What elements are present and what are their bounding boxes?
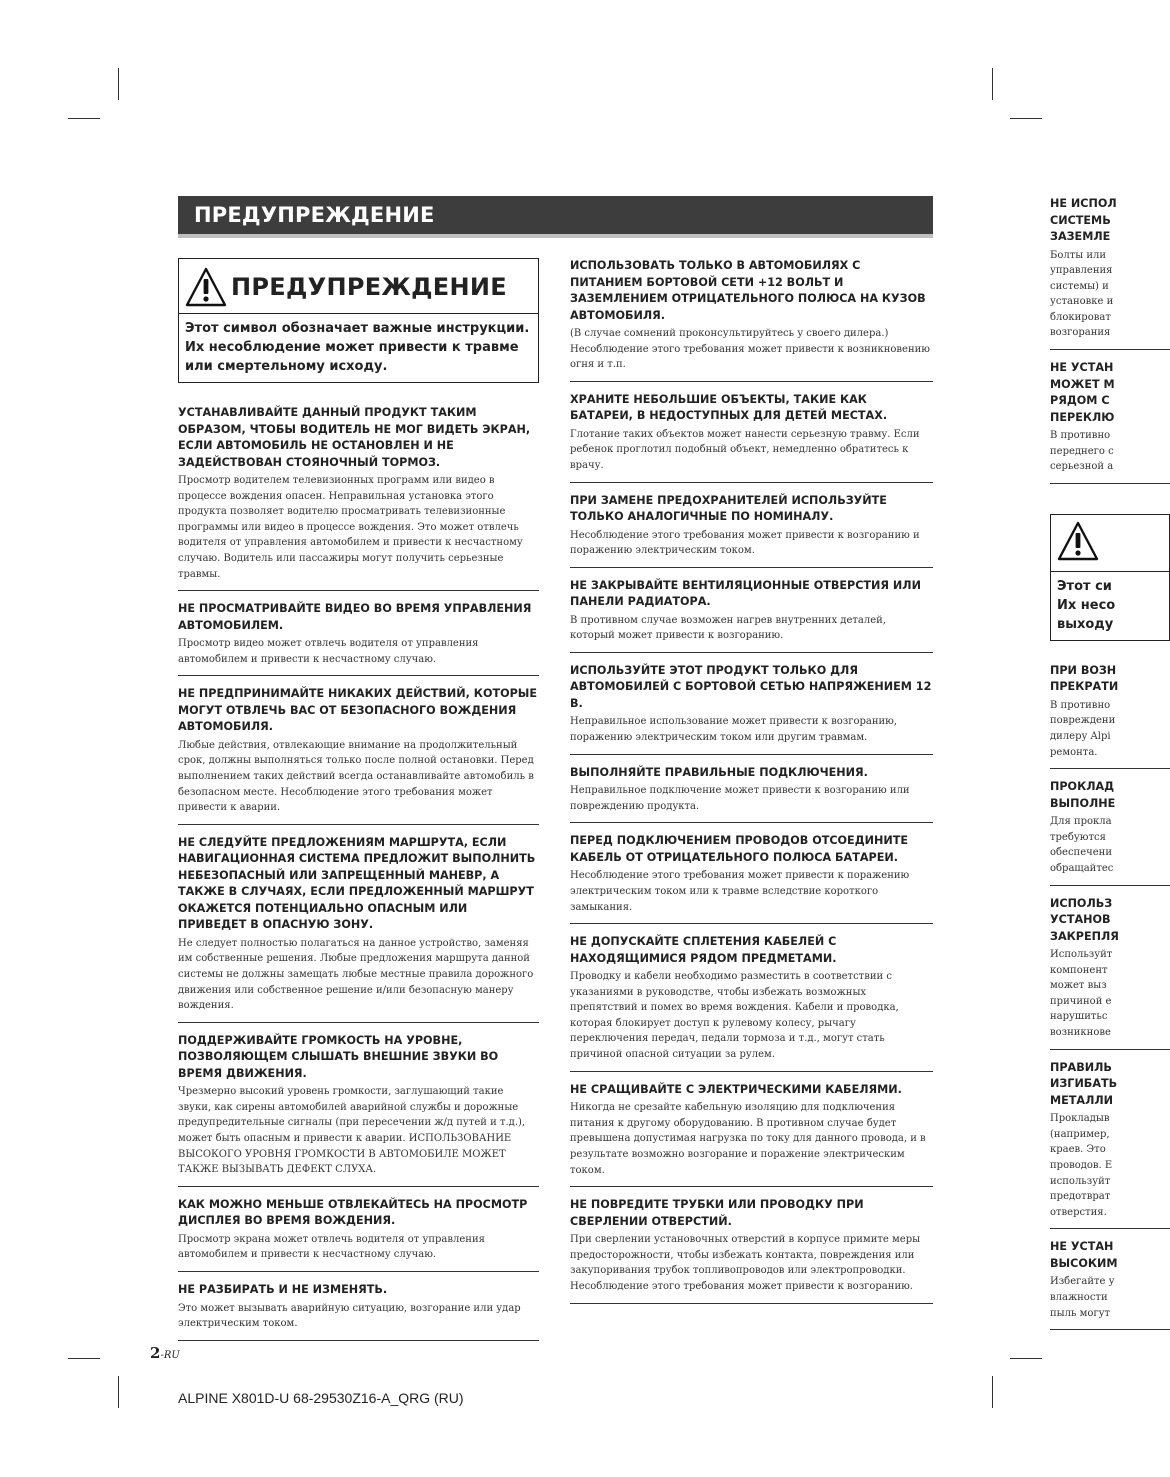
fragment-body: управления — [1050, 265, 1113, 277]
warning-item — [570, 258, 933, 382]
fragment-heading: МОЖЕТ М — [1050, 377, 1115, 391]
fragment-heading: СИСТЕМЬ — [1050, 213, 1111, 227]
warning-item-heading: НЕ ЗАКРЫВАЙТЕ ВЕНТИЛЯЦИОННЫЕ ОТВЕРСТИЯ ИЛИ ПАНЕЛИ РАДИАТОРА. — [570, 578, 921, 609]
crop-mark — [118, 1376, 119, 1408]
fragment-body: ремонта. — [1050, 746, 1098, 758]
warning-item-heading: ПЕРЕД ПОДКЛЮЧЕНИЕМ ПРОВОДОВ ОТСОЕДИНИТЕ КАБЕЛЬ ОТ ОТРИЦАТЕЛЬНОГО ПОЛЮСА БАТАРЕИ. — [570, 834, 909, 864]
fragment-body: Прокладыв — [1050, 1113, 1110, 1125]
fragment-body: используйт — [1050, 1175, 1111, 1187]
crop-mark — [68, 1358, 100, 1359]
fragment-body: возгорания — [1050, 327, 1111, 339]
fragment-heading: НЕ УСТАН — [1050, 361, 1114, 375]
crop-mark — [68, 118, 100, 119]
fragment-body: Используйт — [1050, 949, 1113, 961]
warning-box-text — [1051, 572, 1169, 640]
warning-item-heading: ХРАНИТЕ НЕБОЛЬШИЕ ОБЪЕКТЫ, ТАКИЕ КАК БАТАРЕИ, В НЕДОСТУПНЫХ ДЛЯ ДЕТЕЙ МЕСТАХ. — [570, 392, 888, 423]
crop-mark — [992, 1376, 993, 1408]
fragment-heading: ИСПОЛЬЗ — [1050, 896, 1113, 910]
warning-item-body: Любые действия, отвлекающие внимание на продолжительный срок, должны выполняться только после полной остановки. Перед выполнением таких действий всегда останавливайте автомобиль в безопасном месте. Несоблюдение этого требования может привести к аварии. — [178, 739, 534, 814]
fragment-body: блокироват — [1050, 311, 1111, 323]
right-column-clipped — [1050, 196, 1119, 1326]
divider — [1050, 483, 1170, 484]
fragment-body: повреждени — [1050, 715, 1116, 727]
fragment-line: Их несо — [1057, 597, 1116, 613]
warning-item-heading: УСТАНАВЛИВАЙТЕ ДАННЫЙ ПРОДУКТ ТАКИМ ОБРАЗОМ, ЧТОБЫ ВОДИТЕЛЬ НЕ МОГ ВИДЕТЬ ЭКРАН, ЕСЛИ АВТОМОБИЛЬ НЕ ОСТАНОВЛЕН И НЕ ЗАДЕЙСТВОВАН СТОЯНОЧНЫЙ ТОРМОЗ. — [178, 406, 531, 469]
divider — [1050, 885, 1170, 886]
warning-box-header — [1051, 515, 1169, 572]
middle-column — [570, 258, 933, 1314]
fragment-line: Этот си — [1057, 578, 1112, 594]
warning-item — [570, 493, 933, 568]
fragment-body: пыль могут — [1050, 1307, 1111, 1319]
fragment-heading: ПРОКЛАД — [1050, 780, 1115, 794]
fragment-body: отверстия. — [1050, 1206, 1107, 1218]
divider — [1050, 1049, 1170, 1050]
warning-item-heading: ВЫПОЛНЯЙТЕ ПРАВИЛЬНЫЕ ПОДКЛЮЧЕНИЯ. — [570, 765, 868, 779]
page-number-suffix: -RU — [160, 1350, 180, 1361]
divider — [1050, 768, 1170, 769]
fragment-body: причиной е — [1050, 995, 1112, 1007]
warning-item-heading: НЕ СЛЕДУЙТЕ ПРЕДЛОЖЕНИЯМ МАРШРУТА, ЕСЛИ НАВИГАЦИОННАЯ СИСТЕМА ПРЕДЛОЖИТ ВЫПОЛНИТЬ НЕБЕЗОПАСНЫЙ ИЛИ ЗАПРЕЩЕННЫЙ МАНЕВР, А ТАКЖЕ В СЛУЧАЯХ, ЕСЛИ ПРЕДЛОЖЕННЫЙ МАРШРУТ ОКАЖЕТСЯ ПОТЕНЦИАЛЬНО ОПАСНЫМ ИЛИ ПРИВЕДЕТ В ОПАСНУЮ ЗОНУ. — [178, 835, 536, 932]
warning-item — [570, 934, 933, 1072]
fragment-body: Избегайте у — [1050, 1276, 1115, 1288]
warning-box-header — [179, 259, 538, 314]
warning-item — [178, 405, 539, 591]
section-title: ПРЕДУПРЕЖДЕНИЕ — [194, 203, 435, 227]
warning-item — [570, 1082, 933, 1187]
fragment-body: обращайтес — [1050, 863, 1114, 874]
warning-item-body: Неправильное подключение может привести к возгоранию или повреждению продукта. — [570, 785, 910, 812]
fragment-heading: ПРИ ВОЗН — [1050, 663, 1117, 677]
warning-item — [178, 1033, 539, 1187]
warning-item-heading: НЕ ПОВРЕДИТЕ ТРУБКИ ИЛИ ПРОВОДКУ ПРИ СВЕРЛЕНИИ ОТВЕРСТИЙ. — [570, 1198, 864, 1228]
fragment-body: требуются — [1050, 831, 1106, 843]
fragment-body: нарушитьс — [1050, 1011, 1108, 1023]
fragment-body: компонент — [1050, 964, 1108, 976]
page-number — [150, 1344, 180, 1362]
fragment-body: возникнове — [1050, 1027, 1111, 1039]
warning-item-heading: НЕ ПРОСМАТРИВАЙТЕ ВИДЕО ВО ВРЕМЯ УПРАВЛЕНИЯ АВТОМОБИЛЕМ. — [178, 602, 532, 632]
warning-item — [570, 392, 933, 483]
fragment-body: проводов. Е — [1050, 1159, 1113, 1171]
warning-item — [178, 835, 539, 1023]
warning-item-heading: НЕ ПРЕДПРИНИМАЙТЕ НИКАКИХ ДЕЙСТВИЙ, КОТОРЫЕ МОГУТ ОТВЛЕЧЬ ВАС ОТ БЕЗОПАСНОГО ВОЖДЕНИЯ АВТОМОБИЛЯ. — [178, 687, 538, 734]
divider — [1050, 349, 1170, 350]
warning-item — [570, 1197, 933, 1303]
print-footer: ALPINE X801D-U 68-29530Z16-A_QRG (RU) — [178, 1390, 464, 1406]
divider — [1050, 1329, 1170, 1330]
warning-item-heading: КАК МОЖНО МЕНЬШЕ ОТВЛЕКАЙТЕСЬ НА ПРОСМОТР ДИСПЛЕЯ ВО ВРЕМЯ ВОЖДЕНИЯ. — [178, 1197, 528, 1228]
warning-box-title: ПРЕДУПРЕЖДЕНИЕ — [231, 273, 507, 301]
fragment-body: переднего с — [1050, 445, 1114, 457]
warning-item-body: Это может вызывать аварийную ситуацию, возгорание или удар электрическим током. — [178, 1302, 521, 1330]
warning-item-body: Не следует полностью полагаться на данное устройство, заменяя им собственные решения. Любые предложения маршрута данной системы не должны замещать любые местные правила дорожного движения или собственное решение и/или безопасную манеру вождения. — [178, 937, 534, 1012]
warning-item — [570, 765, 933, 824]
fragment-body: предотврат — [1050, 1191, 1111, 1203]
warning-item-body: Неправильное использование может привести к возгоранию, поражению электрическим током или другим травмам. — [570, 716, 898, 744]
fragment-body: обеспечени — [1050, 847, 1113, 859]
fragment-body: Болты или — [1050, 249, 1107, 261]
warning-item-body: Никогда не срезайте кабельную изоляцию для подключения питания к другому оборудованию. В противном случае будет превышена допустимая нагрузка по току для данного провода, и в результате возможно возгорание и поражение электрическим током. — [570, 1102, 926, 1176]
warning-item-body: Проводку и кабели необходимо разместить в соответствии с указаниями в руководстве, чтобы избежать возможных препятствий и помех во время вождения. Кабели и проводка, которая блокирует доступ к рулевому колесу, рычагу переключения передач, педали тормоза и т.д., могут стать причиной опасной ситуации за рулем. — [570, 971, 899, 1061]
warning-item — [178, 1282, 539, 1341]
fragment-body: влажности — [1050, 1291, 1108, 1303]
warning-box-fragment — [1050, 514, 1170, 641]
warning-item — [178, 1197, 539, 1272]
warning-item-body: При сверлении установочных отверстий в корпусе примите меры предосторожности, чтобы избежать контакта, повреждения или закупоривания трубок топливопроводов или электропроводки. Несоблюдение этого требования может привести к возгоранию. — [570, 1234, 921, 1292]
crop-mark — [1010, 118, 1042, 119]
warning-item-heading: ИСПОЛЬЗУЙТЕ ЭТОТ ПРОДУКТ ТОЛЬКО ДЛЯ АВТОМОБИЛЕЙ С БОРТОВОЙ СЕТЬЮ НАПРЯЖЕНИЕМ 12 В. — [570, 663, 932, 710]
warning-item-body: Просмотр видео может отвлечь водителя от управления автомобилем и привести к несчастному случаю. — [178, 638, 479, 665]
fragment-body: системы) и — [1050, 280, 1109, 292]
fragment-heading: ВЫСОКИМ — [1050, 1256, 1118, 1270]
crop-mark — [992, 68, 993, 100]
fragment-heading: НЕ ИСПОЛ — [1050, 197, 1117, 210]
warning-triangle-icon — [1057, 521, 1099, 561]
warning-item-body: Чрезмерно высокий уровень громкости, заглушающий такие звуки, как сирены автомобилей аварийной службы и дорожные предупредительные сигналы (при пересечении ж/д путей и т.д.), может быть опасным и привести к аварии. ИСПОЛЬЗОВАНИЕ ВЫСОКОГО УРОВНЯ ГРОМКОСТИ В АВТОМОБИЛЕ МОЖЕТ ТАКЖЕ ВЫЗЫВАТЬ ДЕФЕКТ СЛУХА. — [178, 1086, 526, 1176]
fragment-body: дилеру Alpi — [1050, 731, 1111, 743]
warning-item-body: Несоблюдение этого требования может привести к поражению электрическим током или к травме вследствие короткого замыкания. — [570, 870, 910, 913]
warning-item-body: Просмотр водителем телевизионных программ или видео в процессе вождения опасен. Неправильная установка этого продукта позволяет водителю просматривать телевизионные программы или видео в процессе вождения. Это может отвлечь водителя от управления автомобилем и привести к несчастному случаю. Водитель или пассажиры могут получить серьезные травмы. — [178, 475, 523, 580]
fragment-body: установке и — [1050, 296, 1114, 308]
fragment-heading: ПРЕКРАТИ — [1050, 680, 1119, 694]
warning-item-heading: НЕ ДОПУСКАЙТЕ СПЛЕТЕНИЯ КАБЕЛЕЙ С НАХОДЯЩИМИСЯ РЯДОМ ПРЕДМЕТАМИ. — [570, 935, 837, 965]
fragment-heading: ЗАЗЕМЛЕ — [1050, 230, 1111, 243]
left-column — [178, 258, 539, 1351]
fragment-body: В противно — [1050, 430, 1111, 442]
warning-item — [570, 578, 933, 653]
section-title-bar — [178, 196, 933, 238]
fragment-heading: ВЫПОЛНЕ — [1050, 796, 1116, 810]
warning-item-heading: ПОДДЕРЖИВАЙТЕ ГРОМКОСТЬ НА УРОВНЕ, ПОЗВОЛЯЮЩЕМ СЛЫШАТЬ ВНЕШНИЕ ЗВУКИ ВО ВРЕМЯ ДВИЖЕНИЯ. — [178, 1033, 499, 1080]
fragment-body: серьезной а — [1050, 461, 1114, 473]
fragment-heading: ИЗГИБАТЬ — [1050, 1077, 1118, 1091]
fragment-heading: УСТАНОВ — [1050, 913, 1111, 927]
fragment-body: может выз — [1050, 980, 1107, 992]
warning-item-heading: ИСПОЛЬЗОВАТЬ ТОЛЬКО В АВТОМОБИЛЯХ С ПИТАНИЕМ БОРТОВОЙ СЕТИ +12 ВОЛЬТ И ЗАЗЕМЛЕНИЕМ ОТРИЦАТЕЛЬНОГО ПОЛЮСА НА КУЗОВ АВТОМОБИЛЯ. — [570, 259, 926, 322]
warning-item-body: Глотание таких объектов может нанести серьезную травму. Если ребенок проглотил подобный объект, немедленно обратитесь к врачу. — [570, 428, 920, 471]
warning-item — [178, 686, 539, 824]
warning-item-heading: НЕ СРАЩИВАЙТЕ С ЭЛЕКТРИЧЕСКИМИ КАБЕЛЯМИ. — [570, 1082, 902, 1096]
warning-item-body: Несоблюдение этого требования может привести к возгоранию и поражению электрическим током. — [570, 529, 920, 557]
crop-mark — [118, 68, 119, 100]
warning-item-body: В противном случае возможен нагрев внутренних деталей, который может привести к возгоранию. — [570, 614, 886, 642]
fragment-body: В противно — [1050, 699, 1111, 711]
warning-item-body: (В случае сомнений проконсультируйтесь у своего дилера.) Несоблюдение этого требования может привести к возникновению огня и т.п. — [570, 328, 930, 371]
warning-triangle-icon — [185, 267, 227, 307]
fragment-heading: ЗАКРЕПЛЯ — [1050, 929, 1119, 943]
fragment-heading: МЕТАЛЛИ — [1050, 1093, 1114, 1107]
fragment-body: Для прокла — [1050, 816, 1112, 828]
fragment-heading: РЯДОМ С — [1050, 394, 1110, 408]
fragment-body: краев. Это — [1050, 1144, 1106, 1156]
fragment-heading: ПЕРЕКЛЮ — [1050, 410, 1115, 424]
warning-item — [178, 601, 539, 676]
warning-item — [570, 663, 933, 755]
fragment-heading: НЕ УСТАН — [1050, 1240, 1114, 1254]
crop-mark — [1010, 1358, 1042, 1359]
warning-item — [570, 833, 933, 924]
warning-box-text: Этот символ обозначает важные инструкции. Их несоблюдение может привести к травме или смертельному исходу. — [185, 321, 530, 374]
page-number-value: 2 — [150, 1344, 161, 1362]
warning-box — [178, 258, 539, 383]
fragment-line: выходу — [1057, 616, 1114, 632]
warning-item-heading: ПРИ ЗАМЕНЕ ПРЕДОХРАНИТЕЛЕЙ ИСПОЛЬЗУЙТЕ ТОЛЬКО АНАЛОГИЧНЫЕ ПО НОМИНАЛУ. — [570, 493, 887, 524]
warning-item-heading: НЕ РАЗБИРАТЬ И НЕ ИЗМЕНЯТЬ. — [178, 1283, 388, 1297]
warning-item-body: Просмотр экрана может отвлечь водителя от управления автомобилем и привести к несчастному случаю. — [178, 1233, 485, 1261]
divider — [1050, 1228, 1170, 1229]
fragment-heading: ПРАВИЛЬ — [1050, 1060, 1112, 1074]
fragment-body: (например, — [1050, 1128, 1110, 1140]
